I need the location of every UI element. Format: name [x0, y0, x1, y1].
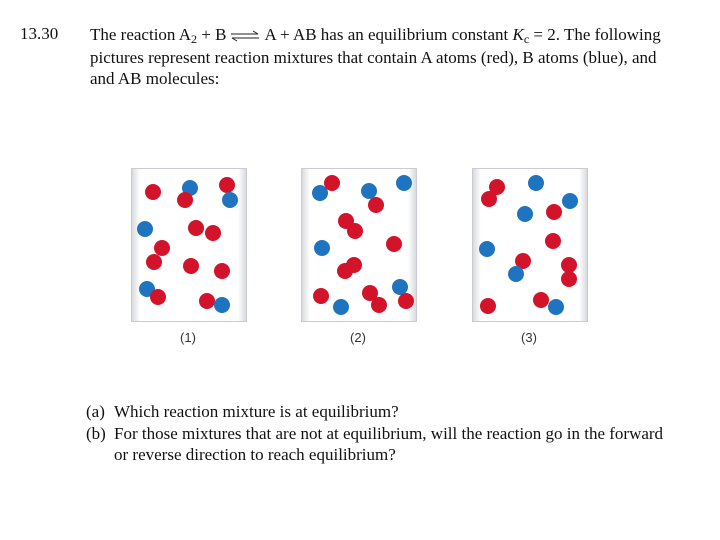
kc-symbol: K: [512, 25, 524, 44]
mixture-3-atoms: [473, 169, 587, 321]
a-atom: [347, 223, 363, 239]
a-atom: [386, 236, 402, 252]
a-atom: [177, 192, 193, 208]
kc-value: = 2. The following: [529, 25, 661, 44]
question-a: [86, 401, 399, 423]
mixture-label-3: (3): [521, 330, 537, 345]
a-atom: [313, 288, 329, 304]
question-b: [86, 423, 664, 445]
problem-number: 13.30: [20, 24, 59, 43]
b-atom: [333, 299, 349, 315]
a-atom: [145, 184, 161, 200]
a-atom: [561, 257, 577, 273]
b-atom: [548, 299, 564, 315]
subscript-2: 2: [191, 32, 198, 46]
mixture-panel-3: [472, 168, 588, 322]
b-atom: [508, 266, 524, 282]
a-atom: [546, 204, 562, 220]
a-atom: [368, 197, 384, 213]
equilibrium-arrow-icon: [230, 30, 260, 42]
intro-line-1: [90, 24, 700, 47]
problem-intro: [90, 24, 700, 89]
a-atom: [146, 254, 162, 270]
a-atom: [214, 263, 230, 279]
intro-line-2: pictures represent reaction mixtures that contain A atoms (red), B atoms (blue), and: [90, 48, 657, 67]
question-b-text-line-1: For those mixtures that are not at equilibrium, will the reaction go in the forward: [114, 424, 664, 443]
a-atom: [337, 263, 353, 279]
mixture-label-2: (2): [350, 330, 366, 345]
a-atom: [183, 258, 199, 274]
a-atom: [561, 271, 577, 287]
question-b-marker: (b): [86, 424, 106, 443]
b-atom: [396, 175, 412, 191]
a-atom: [545, 233, 561, 249]
mixture-panel-1: [131, 168, 247, 322]
a-atom: [154, 240, 170, 256]
b-atom: [314, 240, 330, 256]
reaction-lhs: The reaction A: [90, 25, 192, 44]
reaction-lhs-b: + B: [197, 25, 227, 44]
mixture-1-atoms: [132, 169, 246, 321]
a-atom: [371, 297, 387, 313]
a-atom: [480, 298, 496, 314]
question-a-text: Which reaction mixture is at equilibrium?: [114, 402, 399, 421]
a-atom: [205, 225, 221, 241]
a-atom: [533, 292, 549, 308]
a-atom: [219, 177, 235, 193]
a-atom: [199, 293, 215, 309]
reaction-rhs: A + AB has an equilibrium constant: [264, 25, 509, 44]
a-atom: [489, 179, 505, 195]
b-atom: [479, 241, 495, 257]
mixture-label-1: (1): [180, 330, 196, 345]
kc-subscript: c: [523, 32, 530, 46]
intro-line-3: and AB molecules:: [90, 69, 220, 88]
b-atom: [361, 183, 377, 199]
mixture-panel-2: [301, 168, 417, 322]
b-atom: [517, 206, 533, 222]
a-atom: [398, 293, 414, 309]
question-b-text-line-2: or reverse direction to reach equilibrium?: [114, 445, 396, 464]
a-atom: [324, 175, 340, 191]
question-a-marker: (a): [86, 402, 105, 421]
b-atom: [137, 221, 153, 237]
a-atom: [188, 220, 204, 236]
question-b-continued: [86, 444, 396, 466]
mixture-2-atoms: [302, 169, 416, 321]
a-atom: [150, 289, 166, 305]
b-atom: [562, 193, 578, 209]
b-atom: [528, 175, 544, 191]
b-atom: [222, 192, 238, 208]
b-atom: [392, 279, 408, 295]
b-atom: [214, 297, 230, 313]
